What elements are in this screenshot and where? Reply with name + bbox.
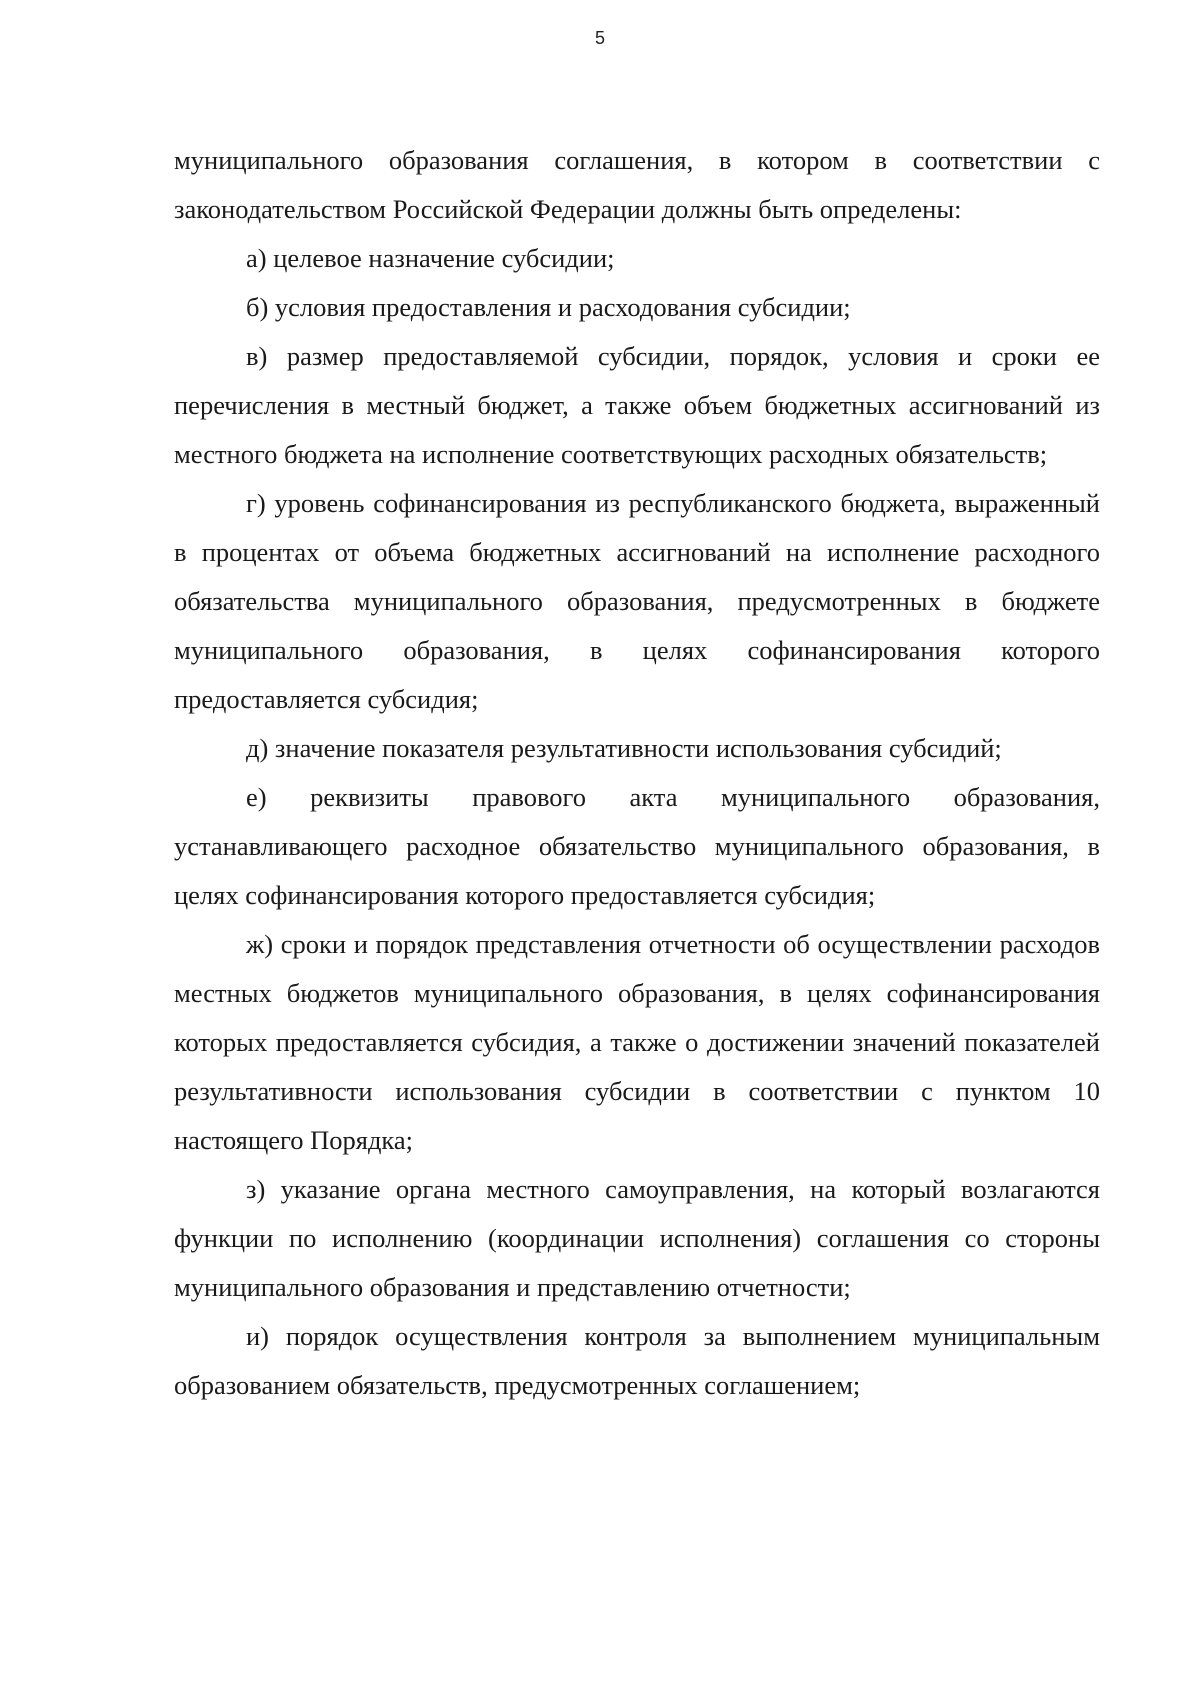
paragraph-item-zh: ж) сроки и порядок представления отчетности об осуществлении расходов местных бюджетов муниципального образования, в целях софинансирования которых предоставляется субсидия, а также о достижении значений показателей результативности использования субсидии в соответствии с пунктом 10 настоящего Порядка; [174,929,1100,1155]
paragraph-item-d: д) значение показателя результативности использования субсидий; [246,733,1002,763]
paragraph-item-i: и) порядок осуществления контроля за выполнением муниципальным образованием обязательств, предусмотренных соглашением; [174,1321,1100,1400]
paragraph-item-e: е) реквизиты правового акта муниципального образования, устанавливающего расходное обязательство муниципального образования, в целях софинансирования которого предоставляется субсидия; [174,782,1100,910]
document-body [174,136,1100,1410]
paragraph-intro: муниципального образования соглашения, в котором в соответствии с законодательством Российской Федерации должны быть определены: [174,145,1100,224]
paragraph-item-g: г) уровень софинансирования из республиканского бюджета, выраженный в процентах от объема бюджетных ассигнований на исполнение расходного обязательства муниципального образования, предусмотренных в бюджете муниципального образования, в целях софинансирования которого предоставляется субсидия; [174,488,1100,714]
paragraph-item-a: а) целевое назначение субсидии; [246,243,615,273]
page-number: 5 [594,28,605,48]
paragraph-item-z: з) указание органа местного самоуправления, на который возлагаются функции по исполнению (координации исполнения) соглашения со стороны муниципального образования и представлению отчетности; [174,1174,1100,1302]
paragraph-item-v: в) размер предоставляемой субсидии, порядок, условия и сроки ее перечисления в местный бюджет, а также объем бюджетных ассигнований из местного бюджета на исполнение соответствующих расходных обязательств; [174,341,1100,469]
paragraph-item-b: б) условия предоставления и расходования субсидии; [246,292,851,322]
